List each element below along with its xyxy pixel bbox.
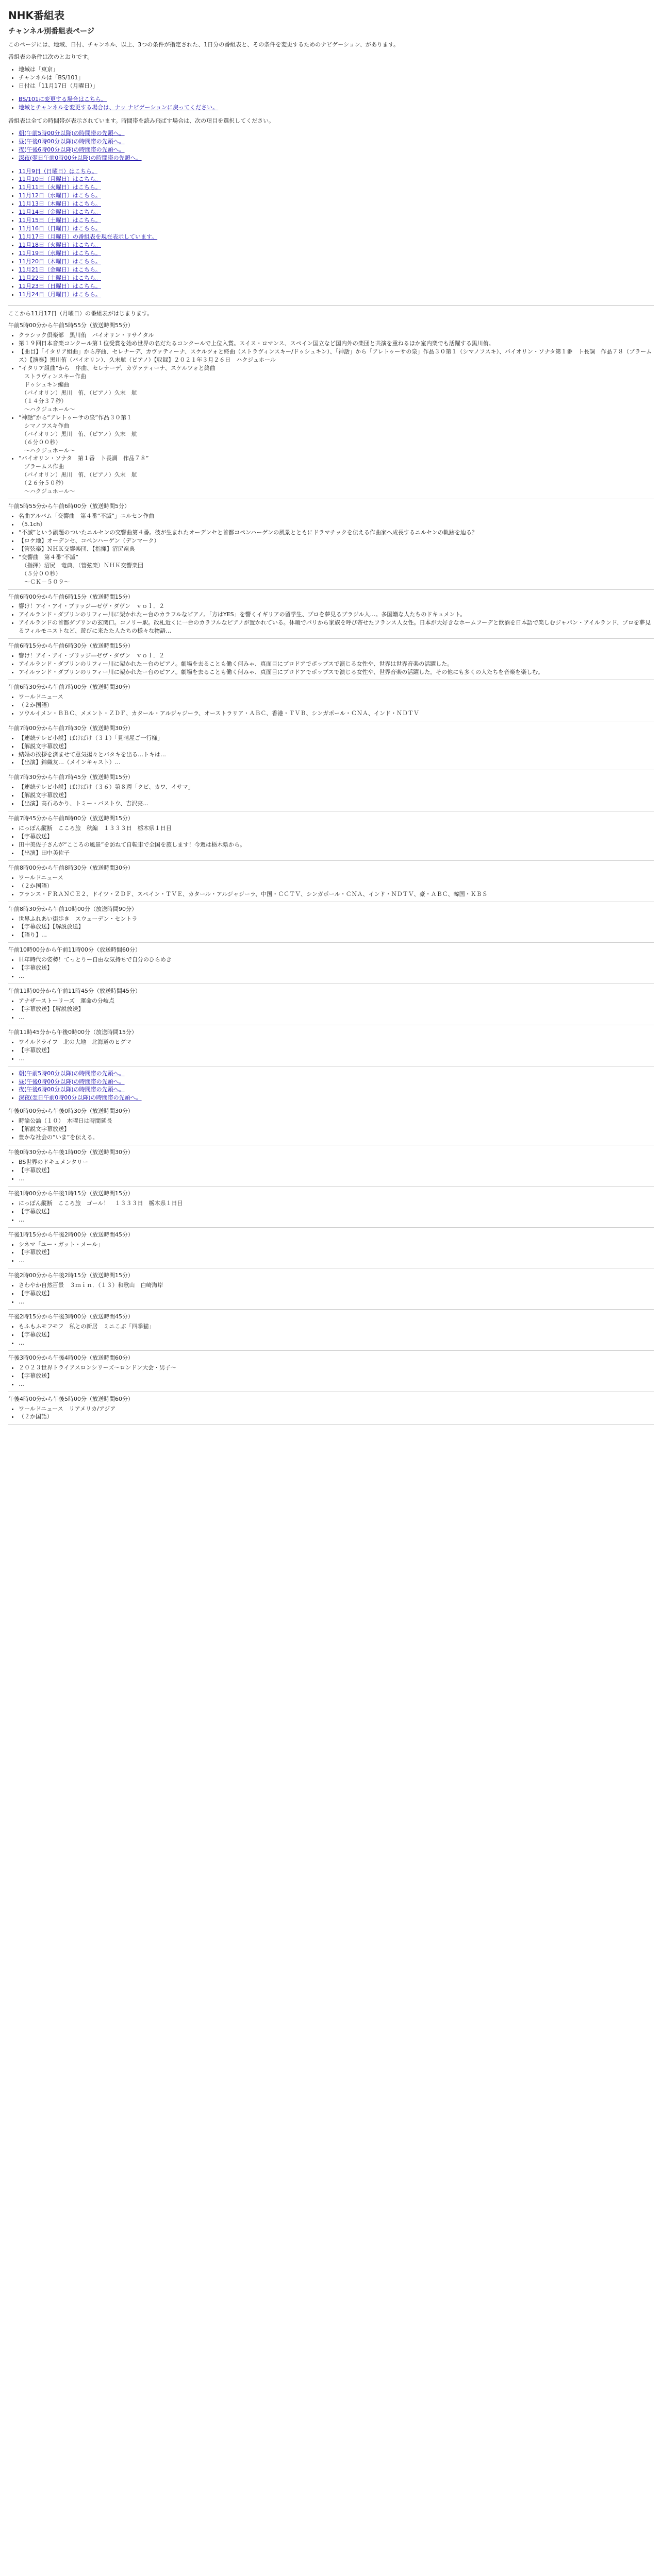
program-detail-line: （バイオリン）黒川 侑、（ピアノ）久末 航	[19, 430, 137, 437]
jump-noon-link[interactable]: 昼(午後0時00分以降)の時間帯の先頭へ。	[19, 138, 125, 145]
program-entry	[8, 1190, 654, 1228]
program-detail-line: ～ハクジュホール～	[19, 447, 75, 454]
program-detail-line: • 第１９回日本音楽コンクール第１位受賞を始め世界の名だたるコンクールで上位入賞。スイス・ロマンス、スペイン国立など国内外の楽団と共演を重ねるほか室内楽でも活躍する黒川侑。	[19, 340, 654, 348]
jump-evening-link[interactable]: 夜(午後6時00分以降)の時間帯の先頭へ。	[19, 1086, 125, 1093]
program-detail-line: シマノフスキ作曲	[19, 422, 70, 429]
program-entry	[8, 946, 654, 984]
program-time: 午後2時15分から午後3時00分（放送時間45分）	[8, 1313, 134, 1320]
program-divider	[8, 589, 654, 590]
program-entry	[8, 1272, 654, 1310]
program-detail-line: • 田中美佐子さんが“こころの風景”を訪ねて自転車で全国を旅します！今週は栃木県から。	[19, 841, 654, 849]
program-title: • 【連続テレビ小説】ばけばけ（３６）第８週「クビ、カワ、イサマ」	[19, 783, 654, 791]
program-detail-line: ストラヴィンスキー作曲	[19, 373, 87, 380]
program-entry	[8, 815, 654, 861]
program-detail-line: • 【ロケ地】オーデンセ、コペンハーゲン（デンマーク）	[19, 537, 654, 545]
program-detail-line: （バイオリン）黒川 侑、（ピアノ）久末 航	[19, 471, 137, 479]
program-detail-line: ～ＣＫ－５０９～	[19, 578, 70, 585]
program-time: 午後1時00分から午後1時15分（放送時間15分）	[8, 1190, 134, 1197]
program-title: • Ｈ年時代の姿勢！てっとりー自由な気持ちで自分のひらめき	[19, 956, 654, 964]
program-entry	[8, 987, 654, 1025]
morning-program-list	[8, 321, 654, 1066]
program-entry	[8, 1395, 654, 1425]
day-link[interactable]: 11月12日（水曜日）はこちら。	[19, 192, 101, 199]
program-time: 午後3時00分から午後4時00分（放送時間60分）	[8, 1354, 134, 1361]
program-detail-line: • （２か国語）	[19, 1413, 654, 1421]
program-divider	[8, 1424, 654, 1425]
program-entry	[8, 724, 654, 771]
program-detail-line: • …	[19, 972, 654, 980]
noon-time-skip-links	[8, 1070, 654, 1103]
program-time: 午前7時30分から午前7時45分（放送時間15分）	[8, 774, 134, 781]
program-detail-line: • …	[19, 1380, 654, 1388]
program-details	[8, 1281, 654, 1306]
program-entry	[8, 1107, 654, 1145]
program-time: 午後2時00分から午後2時15分（放送時間15分）	[8, 1272, 134, 1279]
change-channel-link[interactable]: BS/101に変更する場合はこちら。	[19, 95, 107, 103]
day-link[interactable]: 11月20日（木曜日）はこちら。	[19, 258, 101, 265]
program-time: 午後1時15分から午後2時00分（放送時間45分）	[8, 1231, 134, 1238]
program-time: 午前5時00分から午前5時55分（放送時間55分）	[8, 322, 134, 329]
program-divider	[8, 1227, 654, 1228]
program-detail-line: • 豊かな社会の“いま”を伝える。	[19, 1133, 654, 1142]
program-divider	[8, 1309, 654, 1310]
program-details	[8, 1117, 654, 1142]
program-detail-line: • …	[19, 1013, 654, 1022]
program-entry	[8, 1148, 654, 1187]
program-title: • アナザーストーリーズ 運命の分岐点	[19, 997, 654, 1005]
program-entry	[8, 1313, 654, 1351]
program-details	[8, 512, 654, 586]
program-detail-line: • 【管弦楽】ＮＨＫ交響楽団、【指揮】沼尻竜典	[19, 545, 654, 553]
program-details	[8, 1364, 654, 1388]
program-detail-line: • 【字幕放送】	[19, 1166, 654, 1175]
program-detail-line: • 【字幕放送】	[19, 1046, 654, 1055]
program-time: 午後4時00分から午後5時00分（放送時間60分）	[8, 1395, 134, 1402]
day-links	[8, 167, 654, 299]
change-links	[8, 95, 654, 112]
program-details	[8, 824, 654, 857]
program-entry	[8, 773, 654, 811]
program-entry	[8, 1354, 654, 1392]
program-title: • ワールドニュース	[19, 874, 654, 882]
program-detail-line: （バイオリン）黒川 侑、（ピアノ）久末 航	[19, 389, 137, 396]
program-divider	[8, 638, 654, 639]
program-entry	[8, 321, 654, 499]
day-link[interactable]: 11月11日（火曜日）はこちら。	[19, 184, 101, 191]
conditions-list	[8, 65, 654, 90]
program-detail-line: （６分００秒）	[19, 438, 61, 446]
program-details	[8, 734, 654, 767]
program-time: 午前6時00分から午前6時15分（放送時間15分）	[8, 593, 134, 600]
program-time: 午前8時30分から午前10時00分（放送時間90分）	[8, 905, 137, 912]
program-detail-line: • 【字幕放送】	[19, 964, 654, 972]
program-title: • 響け！アイ・アイ・ブリッジ―ゼヴ・ダヴン ｖｏｌ．２	[19, 602, 654, 611]
program-details	[8, 693, 654, 718]
day-link-current[interactable]: 11月17日（月曜日）の番組表を現在表示しています。	[19, 233, 158, 241]
intro-text: このページには、地域、日付、チャンネル、以上、3つの条件が指定された、1日分の番組表と、その条件を変更するためのナビゲーション、があります。	[8, 41, 400, 48]
program-details	[8, 1241, 654, 1265]
day-link[interactable]: 11月21日（金曜日）はこちら。	[19, 266, 101, 273]
program-detail-line: • 【解説文字幕放送】	[19, 742, 654, 751]
jump-morning-link[interactable]: 朝(午前5時00分以降)の時間帯の先頭へ。	[19, 1070, 125, 1077]
program-divider	[8, 1186, 654, 1187]
program-details	[8, 1405, 654, 1421]
program-detail-line: ドゥシュキン編曲	[19, 381, 70, 388]
time-skip-links	[8, 129, 654, 162]
program-time: 午前6時30分から午前7時00分（放送時間30分）	[8, 683, 134, 690]
program-detail-line: • （5.1ch）	[19, 520, 654, 529]
day-link[interactable]: 11月15日（土曜日）はこちら。	[19, 217, 101, 224]
jump-late-night-link[interactable]: 深夜(翌日午前0時00分以降)の時間帯の先頭へ。	[19, 154, 142, 161]
program-detail-line: • 【字幕放送】	[19, 1248, 654, 1257]
jump-noon-link[interactable]: 昼(午後0時00分以降)の時間帯の先頭へ。	[19, 1078, 125, 1085]
program-time: 午前10時00分から午前11時00分（放送時間60分）	[8, 946, 141, 954]
program-detail-line: • アイルランド・ダブリンのリフィー川に架かれたー台のピアノ。劇場を去ることも働く何みゃ、真面目にブロドアでポップスで演じる女性や、世界音楽の活躍した。その他にも多くの人たちを音楽を楽しむ。	[19, 668, 654, 676]
program-detail-line: • 【字幕放送】【解説放送】	[19, 923, 654, 931]
program-detail-line: • …	[19, 1339, 654, 1347]
page-title: NHK番組表	[8, 9, 64, 22]
program-entry	[8, 1028, 654, 1066]
program-title: • にっぽん縦断 こころ旅 ゴール！ １３３３日 栃木県１日目	[19, 1199, 654, 1208]
program-title: • 【連続テレビ小説】ばけばけ（３１）「見晴屋ご一行様」	[19, 734, 654, 742]
program-title: • 世界ふれあい街歩き スウェーデン・セントラ	[19, 915, 654, 923]
program-detail-line: • アイルランド・ダブリンのリフィー川に架かれたー台のピアノ。劇場を去ることも働く何みゃ、真面目にブロドアでポップスで演じる女性や、世界は世界音楽の活躍した。	[19, 660, 654, 668]
program-entry	[8, 593, 654, 639]
program-title: • ２０２３世界トライアスロンシリーズ～ロンドン大会・男子～	[19, 1364, 654, 1372]
program-detail-line: • 【解説文字幕放送】	[19, 791, 654, 800]
program-divider	[8, 860, 654, 861]
program-detail-line: • 【曲目】「イタリア組曲」から序曲、セレナーデ、カヴァティーナ、スケルツォと終曲（ストラヴィンスキー/ドゥシュキン）、「神話」から「アレトゥーサの泉」作品３０第１（シマノフスキ）、バイオリン・ソナタ第１番 ト長調 作品７８（ブラームス）【演奏】黒川侑（バイオリン）、久末航（ピアノ）【収録】２０２１年３月２６日 ハクジュホール	[19, 348, 654, 364]
day-link[interactable]: 11月24日（月曜日）はこちら。	[19, 291, 101, 298]
program-divider	[8, 1350, 654, 1351]
program-detail-line: • …	[19, 1257, 654, 1265]
program-details	[8, 652, 654, 676]
program-detail-line: • “バイオリン・ソナタ 第１番 ト長調 作品７８”	[19, 454, 654, 463]
program-detail-line: • 【字幕放送】	[19, 1208, 654, 1216]
program-title: • ワールドニュース	[19, 693, 654, 701]
day-link[interactable]: 11月14日（金曜日）はこちら。	[19, 209, 101, 216]
program-time: 午前5時55分から午前6時00分（放送時間5分）	[8, 503, 130, 510]
program-details	[8, 997, 654, 1022]
program-title: • シネマ「ユー・ガット・メール」	[19, 1241, 654, 1249]
program-title: • 名曲アルバム「交響曲 第４番“不滅”」ニルセン作曲	[19, 512, 654, 520]
program-time: 午前11時00分から午前11時45分（放送時間45分）	[8, 988, 141, 995]
program-detail-line: • 【字幕放送】	[19, 1290, 654, 1298]
condition-date: • 日付は「11月17日（月曜日）」	[19, 82, 654, 90]
program-details	[8, 874, 654, 899]
program-time: 午前8時00分から午前8時30分（放送時間30分）	[8, 864, 134, 871]
program-title: • にっぽん縦断 こころ旅 秋編 １３３３日 栃木県１日目	[19, 824, 654, 833]
day-link[interactable]: 11月23日（日曜日）はこちら。	[19, 282, 101, 290]
program-detail-line: • “不滅”という副題のついたニルセンの交響曲第４番。彼が生まれたオーデンセと首都コペンハーゲンの風景とともにドラマチックを伝える作曲家へ成長するニルセンの軌跡を辿る？	[19, 529, 654, 537]
program-title: • さわやか自然百景 ３ｍｉｎ．（１３）和歌山 白崎海岸	[19, 1281, 654, 1290]
day-link[interactable]: 11月19日（水曜日）はこちら。	[19, 249, 101, 257]
program-detail-line: • 【字幕放送】	[19, 833, 654, 841]
program-details	[8, 956, 654, 980]
day-link[interactable]: 11月10日（月曜日）はこちら。	[19, 176, 101, 183]
program-title: • もふもふモフモフ 私との新居 ミニこぶ「四季猫」	[19, 1323, 654, 1331]
day-link[interactable]: 11月9日（日曜日）はこちら。	[19, 167, 97, 175]
program-details	[8, 1038, 654, 1063]
program-title: • ワイルドライフ 北の大地 北海道のヒグマ	[19, 1038, 654, 1046]
back-to-nav-link[interactable]: 地域とチャンネルを変更する場合は、ナッ ナビゲーションに戻ってください。	[19, 104, 219, 111]
day-link[interactable]: 11月13日（木曜日）はこちら。	[19, 200, 101, 208]
program-title: • 時論公論（１０） 木曜日は時間延長	[19, 1117, 654, 1125]
program-detail-line: • 【出演】髙石あかり、トミー・バストウ、吉沢亮…	[19, 800, 654, 808]
jump-evening-link[interactable]: 夜(午後6時00分以降)の時間帯の先頭へ。	[19, 146, 125, 153]
program-time: 午前7時45分から午前8時00分（放送時間15分）	[8, 815, 134, 822]
program-time: 午前7時00分から午前7時30分（放送時間30分）	[8, 724, 134, 732]
program-title: • BS世界のドキュメンタリー	[19, 1158, 654, 1166]
day-link[interactable]: 11月22日（土曜日）はこちら。	[19, 274, 101, 281]
program-details	[8, 331, 654, 496]
program-detail-line: ～ハクジュホール～	[19, 488, 75, 495]
program-detail-line: • 【出演】錦織友…（メインキャスト）…	[19, 758, 654, 767]
program-detail-line: • …	[19, 1216, 654, 1224]
day-link[interactable]: 11月18日（火曜日）はこちら。	[19, 241, 101, 248]
program-details	[8, 1158, 654, 1183]
program-detail-line: • …	[19, 1055, 654, 1063]
time-skip-label: 番組表は全ての時間帯が表示されています。時間帯を読み飛ばす場合は、次の項目を選択してください。	[8, 117, 275, 124]
program-entry	[8, 642, 654, 680]
program-detail-line: （２６分５０秒）	[19, 480, 67, 487]
program-details	[8, 1323, 654, 1347]
program-detail-line: • …	[19, 1175, 654, 1183]
day-link[interactable]: 11月16日（日曜日）はこちら。	[19, 225, 101, 232]
program-detail-line: （指揮）沼尻 竜典、（管弦楽）ＮＨＫ交響楽団	[19, 562, 143, 569]
program-detail-line: ブラームス作曲	[19, 463, 64, 470]
page-subtitle: チャンネル別番組表ページ	[8, 27, 94, 36]
jump-late-night-link[interactable]: 深夜(翌日午前0時00分以降)の時間帯の先頭へ。	[19, 1094, 142, 1101]
program-title: • 響け！アイ・アイ・ブリッジ―ゼヴ・ダヴン ｖｏｌ．２	[19, 652, 654, 660]
program-time: 午前6時15分から午前6時30分（放送時間15分）	[8, 642, 134, 650]
program-entry	[8, 864, 654, 902]
program-entry	[8, 502, 654, 589]
program-detail-line: • 【出演】田中美佐子	[19, 849, 654, 857]
program-detail-line: • アイルランド・ダブリンのリフィー川に架かれたー台のカラフルなピアノ。「方はYES」を響くイギリアの留学生、プロを夢見るブラジル人…。多国籍な人たちのドキュメント。	[19, 611, 654, 619]
program-entry	[8, 905, 654, 943]
conditions-label: 番組表の条件は次のとおりです。	[8, 54, 93, 61]
program-detail-line: • “交響曲 第４番“不滅”	[19, 553, 654, 562]
jump-morning-link[interactable]: 朝(午前5時00分以降)の時間帯の先頭へ。	[19, 129, 125, 137]
program-entry	[8, 683, 654, 721]
program-detail-line: • 【字幕放送】	[19, 1331, 654, 1339]
program-detail-line: • “イタリア組曲”から 序曲、セレナーデ、カヴァティーナ、スケルツォと終曲	[19, 364, 654, 372]
program-detail-line: • ソウルイメン・ＢＢＣ、メメント・ＺＤＦ、カタール・アルジャジーラ、オーストラリア・ＡＢＣ、香港・ＴＶＢ、シンガポール・ＣＮＡ、インド・ＮＤＴＶ	[19, 709, 654, 718]
program-detail-line: • （２か国語）	[19, 882, 654, 890]
afternoon-program-list	[8, 1107, 654, 1425]
program-detail-line: • フランス・ＦＲＡＮＣＥ２、ドイツ・ＺＤＦ、スペイン・ＴＶＥ、カタール・アルジャジーラ、中国・ＣＣＴＶ、シンガポール・ＣＮＡ、インド・ＮＤＴＶ、豪・ＡＢＣ、韓国・ＫＢＳ	[19, 890, 654, 899]
program-details	[8, 602, 654, 635]
program-details	[8, 783, 654, 808]
schedule-start-label: ここから11月17日（月曜日）の番組表がはじまります。	[8, 310, 153, 317]
program-details	[8, 1199, 654, 1224]
program-detail-line: • 結婚の挨拶を済ませて意気揚々とバタキを出る…トキは…	[19, 751, 654, 759]
program-detail-line: • アイルランドの首都ダブリンの玄関口。コノリー駅。改札近くに一台のカラフルなピアノが置かれている。休暇でパリから家族を呼び寄せたフランス人女性。日本が大好きなホームフーデと飲酒を日本語で楽しむジャパン・アイルランド、プロを夢見るフィルモニストなど、遊びに来たた人たちの様々な物語…	[19, 619, 654, 635]
program-time: 午後0時30分から午後1時00分（放送時間30分）	[8, 1149, 134, 1156]
program-divider	[8, 942, 654, 943]
program-detail-line: • “神話”から“アレトゥーサの泉”作品３０第１	[19, 414, 654, 422]
program-detail-line: • 【字幕放送】	[19, 1372, 654, 1380]
condition-region: • 地域は「東京」	[19, 65, 654, 74]
program-detail-line: （１４分３７秒）	[19, 397, 67, 404]
program-detail-line: （５分００秒）	[19, 570, 61, 577]
program-details	[8, 915, 654, 940]
program-detail-line: • （２か国語）	[19, 701, 654, 709]
program-entry	[8, 1231, 654, 1269]
divider	[8, 305, 654, 306]
program-title: • クラシック倶楽部 黒川侑 バイオリン・リサイタル	[19, 331, 654, 340]
program-detail-line: ～ハクジュホール～	[19, 405, 75, 413]
program-detail-line: • 【解説文字幕放送】	[19, 1125, 654, 1133]
program-time: 午後0時00分から午後0時30分（放送時間30分）	[8, 1108, 134, 1115]
program-title: • ワールドニュース リアメリカ/アジア	[19, 1405, 654, 1413]
program-detail-line: • 【語り】…	[19, 931, 654, 939]
program-time: 午前11時45分から午後0時00分（放送時間15分）	[8, 1028, 137, 1036]
program-detail-line: • …	[19, 1298, 654, 1306]
condition-channel: • チャンネルは「BS/101」	[19, 74, 654, 82]
program-detail-line: • 【字幕放送】【解説放送】	[19, 1005, 654, 1013]
